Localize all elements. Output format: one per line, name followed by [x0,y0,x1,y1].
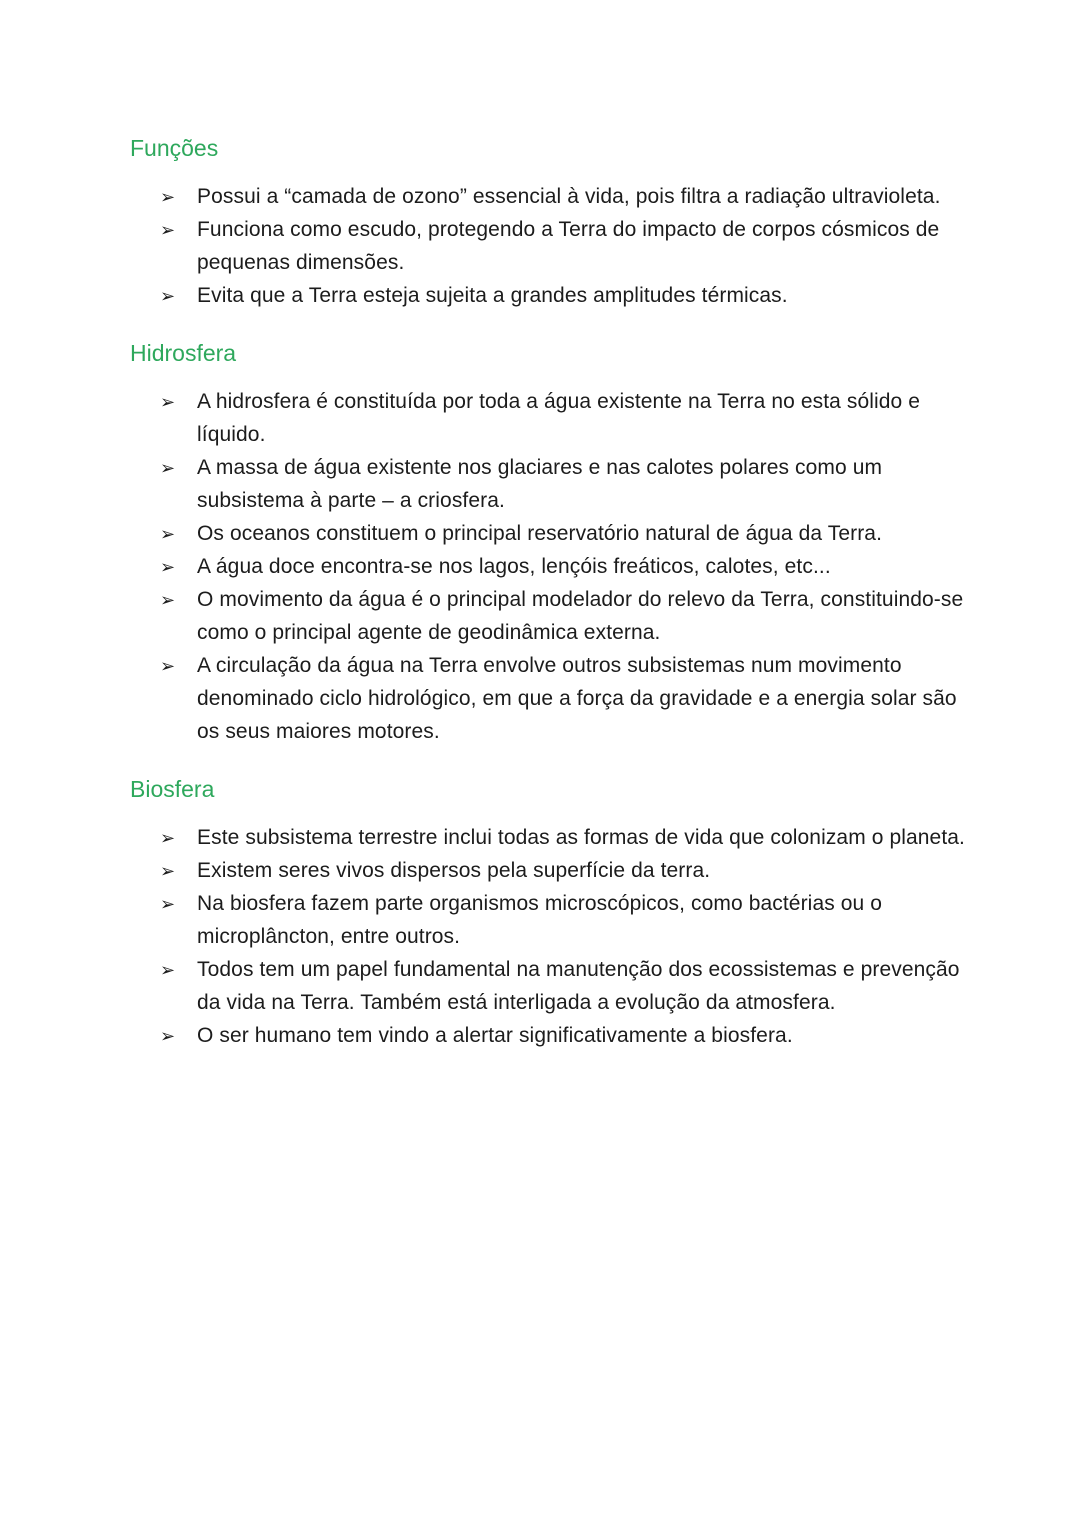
list-item [160,213,972,279]
list-item-text: Funciona como escudo, protegendo a Terra do impacto de corpos cósmicos de pequenas dimensões. [197,218,940,274]
arrow-bullet-icon: ➢ [160,590,176,611]
arrow-bullet-icon: ➢ [160,960,176,981]
list-item [160,550,972,583]
list-item [160,854,972,887]
arrow-bullet-icon: ➢ [160,557,176,578]
list-item-text: Os oceanos constituem o principal reservatório natural de água da Terra. [197,522,883,545]
list-item-text: Possui a “camada de ozono” essencial à vida, pois filtra a radiação ultravioleta. [197,185,941,208]
list-item [160,451,972,517]
list-item [160,180,972,213]
list-item-text: A massa de água existente nos glaciares e nas calotes polares como um subsistema à parte – a criosfera. [197,456,883,512]
list-item-text: Evita que a Terra esteja sujeita a grandes amplitudes térmicas. [197,284,788,307]
list-item-text: A água doce encontra-se nos lagos, lençóis freáticos, calotes, etc... [197,555,831,578]
list-item [160,517,972,550]
list-item [160,1019,972,1052]
section-funcoes [130,133,980,312]
arrow-bullet-icon: ➢ [160,524,176,545]
list-item-text: O movimento da água é o principal modelador do relevo da Terra, constituindo-se como o principal agente de geodinâmica externa. [197,588,964,644]
list-item-text: O ser humano tem vindo a alertar significativamente a biosfera. [197,1024,793,1047]
list-item-text: A hidrosfera é constituída por toda a água existente na Terra no esta sólido e líquido. [197,390,921,446]
arrow-bullet-icon: ➢ [160,458,176,479]
list-item-text: A circulação da água na Terra envolve outros subsistemas num movimento denominado ciclo hidrológico, em que a força da gravidade e a energia solar são os seus maiores motores. [197,654,957,743]
bullet-list-hidrosfera [130,385,972,748]
bullet-list-funcoes [130,180,972,312]
list-item-text: Existem seres vivos dispersos pela superfície da terra. [197,859,711,882]
arrow-bullet-icon: ➢ [160,1026,176,1047]
bullet-list-biosfera [130,821,972,1052]
list-item [160,821,972,854]
arrow-bullet-icon: ➢ [160,220,176,241]
section-hidrosfera [130,338,980,748]
arrow-bullet-icon: ➢ [160,286,176,307]
arrow-bullet-icon: ➢ [160,656,176,677]
arrow-bullet-icon: ➢ [160,392,176,413]
arrow-bullet-icon: ➢ [160,894,176,915]
section-heading-hidrosfera: Hidrosfera [130,340,237,366]
section-biosfera [130,774,980,1052]
arrow-bullet-icon: ➢ [160,187,176,208]
list-item [160,279,972,312]
arrow-bullet-icon: ➢ [160,828,176,849]
list-item-text: Este subsistema terrestre inclui todas as formas de vida que colonizam o planeta. [197,826,965,849]
list-item [160,583,972,649]
list-item-text: Todos tem um papel fundamental na manutenção dos ecossistemas e prevenção da vida na Terra. Também está interligada a evolução da atmosfera. [197,958,960,1014]
arrow-bullet-icon: ➢ [160,861,176,882]
list-item [160,649,972,748]
section-heading-biosfera: Biosfera [130,776,215,802]
section-heading-funcoes: Funções [130,135,219,161]
list-item [160,887,972,953]
list-item-text: Na biosfera fazem parte organismos microscópicos, como bactérias ou o microplâncton, entre outros. [197,892,883,948]
list-item [160,953,972,1019]
list-item [160,385,972,451]
